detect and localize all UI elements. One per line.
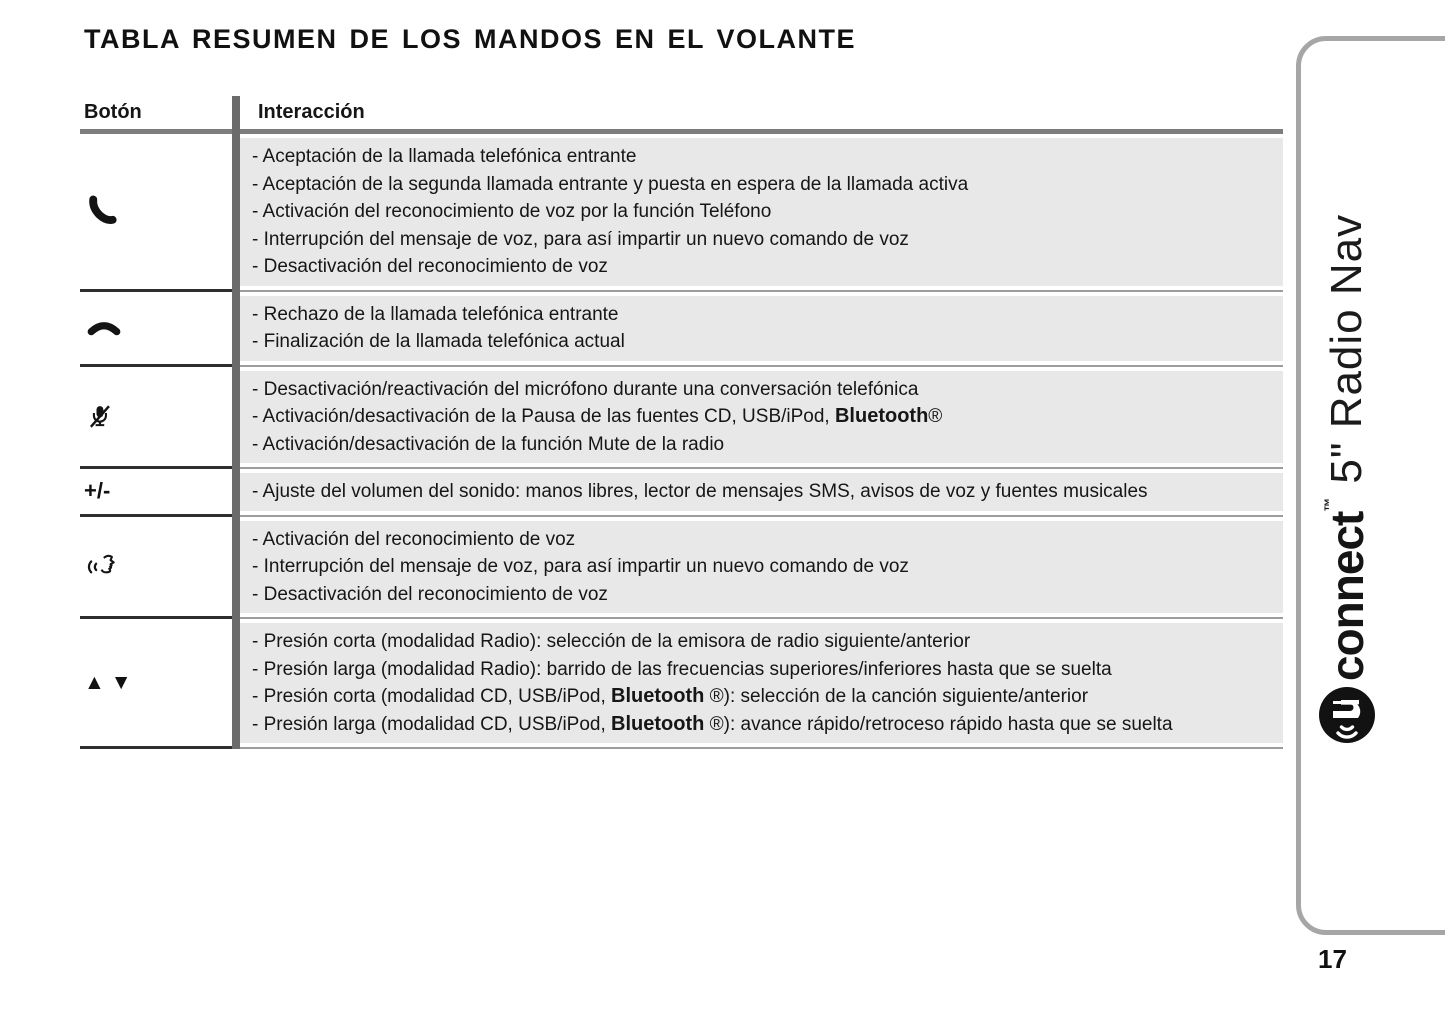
voice-command-icon bbox=[84, 548, 120, 584]
table-row bbox=[80, 292, 1283, 367]
interaction-line: - Desactivación del reconocimiento de voz bbox=[252, 583, 608, 605]
interaction-line: - Aceptación de la segunda llamada entrante y puesta en espera de la llamada activa bbox=[252, 173, 969, 195]
column-header-button: Botón bbox=[84, 101, 142, 123]
button-cell bbox=[80, 517, 232, 620]
interaction-line: - Activación del reconocimiento de voz bbox=[252, 528, 576, 550]
uconnect-logo-text: connect bbox=[1321, 511, 1373, 681]
interaction-line: - Aceptación de la llamada telefónica entrante bbox=[252, 146, 637, 167]
interaction-line: - Presión corta (modalidad CD, USB/iPod, Bluetooth ®): selección de la canción siguiente/anterior bbox=[252, 685, 1089, 707]
trademark-symbol: ™ bbox=[1321, 497, 1337, 512]
table-row bbox=[80, 517, 1283, 620]
svg-text:u: u bbox=[1329, 697, 1367, 719]
interaction-line: - Presión larga (modalidad CD, USB/iPod, Bluetooth ®): avance rápido/retroceso rápido hasta que se suelta bbox=[252, 712, 1173, 735]
interaction-text-block bbox=[240, 473, 1283, 511]
column-header-interaction: Interacción bbox=[258, 101, 365, 123]
interaction-line: - Desactivación/reactivación del micrófono durante una conversación telefónica bbox=[252, 378, 919, 400]
interaction-text-block bbox=[240, 138, 1283, 286]
interaction-line: - Desactivación del reconocimiento de voz bbox=[252, 256, 608, 277]
interaction-line: - Activación/desactivación de la Pausa de las fuentes CD, USB/iPod, Bluetooth® bbox=[252, 405, 943, 427]
table-header bbox=[80, 96, 1283, 129]
table-row bbox=[80, 134, 1283, 292]
interaction-text-block bbox=[240, 521, 1283, 614]
interaction-line: - Rechazo de la llamada telefónica entrante bbox=[252, 303, 619, 325]
table-row bbox=[80, 619, 1283, 749]
interaction-cell bbox=[232, 619, 1283, 749]
page-title: TABLA RESUMEN DE LOS MANDOS EN EL VOLANTE bbox=[84, 24, 857, 54]
interaction-line: - Presión corta (modalidad Radio): selección de la emisora de radio siguiente/anterior bbox=[252, 631, 971, 652]
seek-buttons-icon: ▲▼ bbox=[84, 670, 138, 694]
button-cell bbox=[80, 367, 232, 470]
interaction-cell bbox=[232, 367, 1283, 470]
phone-answer-icon bbox=[84, 193, 121, 230]
table-rows bbox=[80, 134, 1283, 749]
interaction-line: - Interrupción del mensaje de voz, para así impartir un nuevo comando de voz bbox=[252, 228, 909, 250]
interaction-line: - Finalización de la llamada telefónica actual bbox=[252, 331, 625, 352]
column-divider bbox=[232, 96, 240, 749]
interaction-cell bbox=[232, 469, 1283, 517]
mic-mute-icon bbox=[84, 401, 115, 432]
uconnect-logo-icon bbox=[1317, 685, 1377, 745]
interaction-line: - Interrupción del mensaje de voz, para así impartir un nuevo comando de voz bbox=[252, 556, 909, 577]
interaction-text-block bbox=[240, 623, 1283, 743]
button-cell bbox=[80, 292, 232, 367]
button-cell bbox=[80, 134, 232, 292]
page-number: 17 bbox=[1318, 944, 1347, 974]
interaction-cell bbox=[232, 134, 1283, 292]
interaction-cell bbox=[232, 292, 1283, 367]
interaction-cell bbox=[232, 517, 1283, 620]
table-row bbox=[80, 367, 1283, 470]
interaction-line: - Ajuste del volumen del sonido: manos libres, lector de mensajes SMS, avisos de voz y fuentes musicales bbox=[252, 481, 1148, 502]
controls-table bbox=[80, 96, 1283, 749]
button-cell bbox=[80, 619, 232, 749]
interaction-text-block bbox=[240, 371, 1283, 464]
table-row bbox=[80, 469, 1283, 517]
chapter-tab-text bbox=[1311, 214, 1383, 745]
volume-buttons-icon: +/- bbox=[84, 478, 111, 504]
button-cell bbox=[80, 469, 232, 517]
interaction-text-block bbox=[240, 296, 1283, 361]
interaction-line: - Presión larga (modalidad Radio): barrido de las frecuencias superiores/inferiores hasta que se suelta bbox=[252, 658, 1112, 680]
chapter-tab-label: 5" Radio Nav bbox=[1322, 213, 1371, 484]
interaction-line: - Activación del reconocimiento de voz por la función Teléfono bbox=[252, 201, 772, 222]
interaction-line: - Activación/desactivación de la función Mute de la radio bbox=[252, 433, 725, 455]
phone-hangup-icon bbox=[84, 316, 124, 340]
